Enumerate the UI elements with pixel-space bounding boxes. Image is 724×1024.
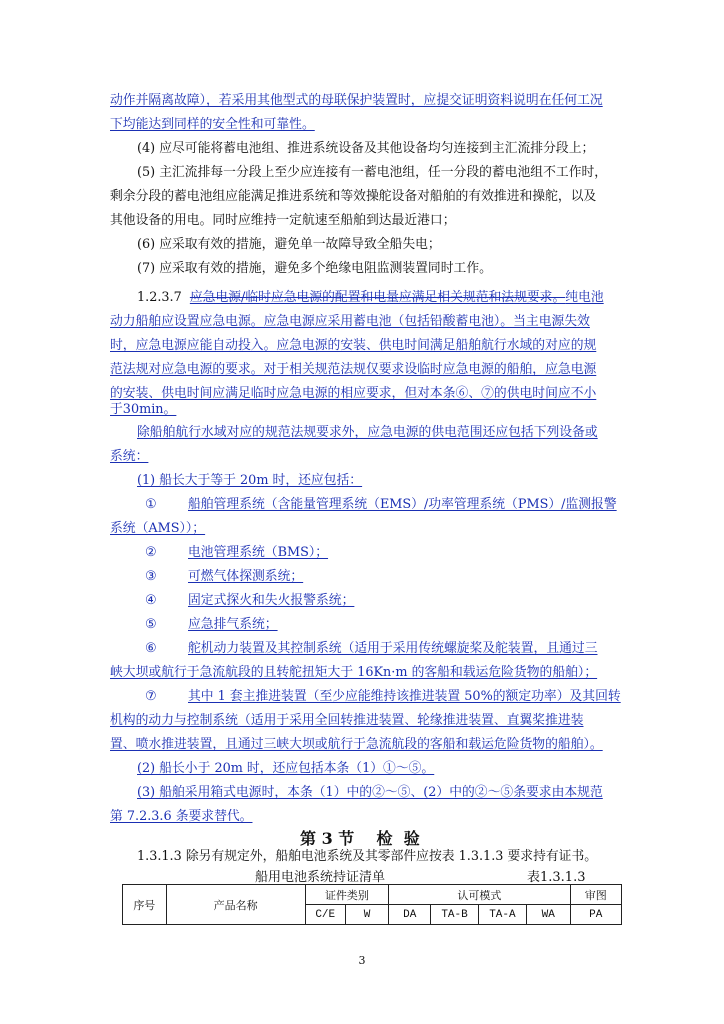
list-item: 机构的动力与控制系统（适用于采用全回转推进装置、轮缘推进装置、直翼桨推进装 — [110, 713, 584, 728]
table-title: 船用电池系统持证清单 — [255, 870, 386, 885]
clause-number: 1.2.3.7 — [137, 290, 182, 305]
list-item: 应急排气系统； — [188, 617, 278, 632]
list-item: 可燃气体探测系统； — [188, 569, 304, 584]
list-item: 舵机动力装置及其控制系统（适用于采用传统螺旋桨及舵装置，且通过三 — [188, 641, 598, 656]
text-line: (4) 应尽可能将蓄电池组、推进系统设备及其他设备均匀连接到主汇流排分段上； — [137, 141, 595, 156]
clause-1313: 1.3.1.3 除另有规定外，船舶电池系统及其零部件应按表 1.3.1.3 要求持有证书。 — [137, 849, 598, 864]
table-header: 审图 — [570, 885, 621, 905]
table-header: 认可模式 — [389, 885, 570, 905]
text-line: 除船舶航行水域对应的规范法规要求外，应急电源的供电范围还应包括下列设备或 — [137, 425, 598, 440]
text-line: 时，应急电源应能自动投入。应急电源的安装、供电时间满足船舶航行水域的对应的规 — [110, 338, 597, 353]
table-subheader: C/E — [305, 905, 345, 925]
list-item: 电池管理系统（BMS）； — [188, 545, 329, 560]
table-header-row — [123, 885, 622, 905]
list-item: 固定式探火和失火报警系统； — [188, 593, 355, 608]
text-line: 动力船舶应设置应急电源。应急电源应采用蓄电池（包括铅酸蓄电池）。当主电源失效 — [110, 314, 590, 329]
table-subheader: DA — [389, 905, 431, 925]
table-header: 产品名称 — [166, 885, 305, 925]
table-subheader: W — [345, 905, 388, 925]
list-item: (3) 船舶采用箱式电源时，本条（1）中的②～⑤、(2）中的②～⑤条要求由本规范 — [137, 785, 603, 800]
list-item: 置、喷水推进装置，且通过三峡大坝或航行于急流航段的客船和载运危险货物的船舶）。 — [110, 737, 603, 752]
text-line: (6) 应采取有效的措施，避免单一故障导致全船失电； — [137, 237, 441, 252]
list-item: (2) 船长小于 20m 时，还应包括本条（1）①～⑤。 — [137, 761, 435, 776]
sub-mark: ⑦ — [145, 689, 157, 704]
clause-1237 — [137, 289, 604, 307]
text-line: 系统： — [110, 449, 149, 464]
sub-mark: ⑤ — [145, 617, 157, 632]
text-line: 的安装、供电时间应满足临时应急电源的相应要求，但对本条⑥、⑦的供电时间应不小 — [110, 386, 597, 401]
section-heading: 第 3 节 检 验 — [300, 829, 420, 848]
sub-mark: ④ — [145, 593, 157, 608]
sub-mark: ⑥ — [145, 641, 157, 656]
sub-mark: ① — [145, 497, 157, 512]
list-item: 峡大坝或航行于急流航段的且转舵扭矩大于 16Kn·m 的客船和载运危险货物的船舶）； — [110, 665, 598, 680]
table-subheader: WA — [526, 905, 570, 925]
list-item: 系统（AMS））； — [110, 521, 206, 536]
text-line: 范法规对应急电源的要求。对于相关规范法规仅要求设临时应急电源的船舶，应急电源 — [110, 362, 597, 377]
list-item: (1) 船长大于等于 20m 时，还应包括： — [137, 473, 363, 488]
text-line: 其他设备的用电。同时应维持一定航速至船舶到达最近港口； — [110, 213, 456, 228]
page-number: 3 — [358, 954, 366, 967]
text-line: 动作并隔离故障），若采用其他型式的母联保护装置时，应提交证明资料说明在任何工况 — [110, 93, 603, 108]
table-header: 证件类别 — [305, 885, 389, 905]
table-header: 序号 — [123, 885, 167, 925]
text-line: 下均能达到同样的安全性和可靠性。 — [110, 117, 315, 132]
sub-mark: ③ — [145, 569, 157, 584]
list-item: 其中 1 套主推进装置（至少应能维持该推进装置 50%的额定功率）及其回转 — [188, 689, 621, 704]
table-subheader: PA — [570, 905, 621, 925]
text-line: 剩余分段的蓄电池组应能满足推进系统和等效操舵设备对船舶的有效推进和操舵，以及 — [110, 189, 597, 204]
sub-mark: ② — [145, 545, 157, 560]
list-item: 第 7.2.3.6 条要求替代。 — [110, 809, 253, 824]
inserted-text: 纯电池 — [565, 290, 604, 305]
text-line: (5) 主汇流排每一分段上至少应连接有一蓄电池组，任一分段的蓄电池组不工作时， — [137, 165, 608, 180]
list-item: 船舶管理系统（含能量管理系统（EMS）/功率管理系统（PMS）/监测报警 — [188, 497, 617, 512]
struck-text: 应急电源/临时应急电源的配置和电量应满足相关规范和法规要求。 — [189, 290, 566, 305]
certificate-table — [122, 884, 622, 925]
table-subheader: TA-A — [478, 905, 526, 925]
table-subheader: TA-B — [431, 905, 479, 925]
text-line: 于30min。 — [110, 402, 177, 417]
text-line: (7) 应采取有效的措施，避免多个绝缘电阻监测装置同时工作。 — [137, 261, 492, 276]
table-number: 表1.3.1.3 — [527, 870, 586, 885]
